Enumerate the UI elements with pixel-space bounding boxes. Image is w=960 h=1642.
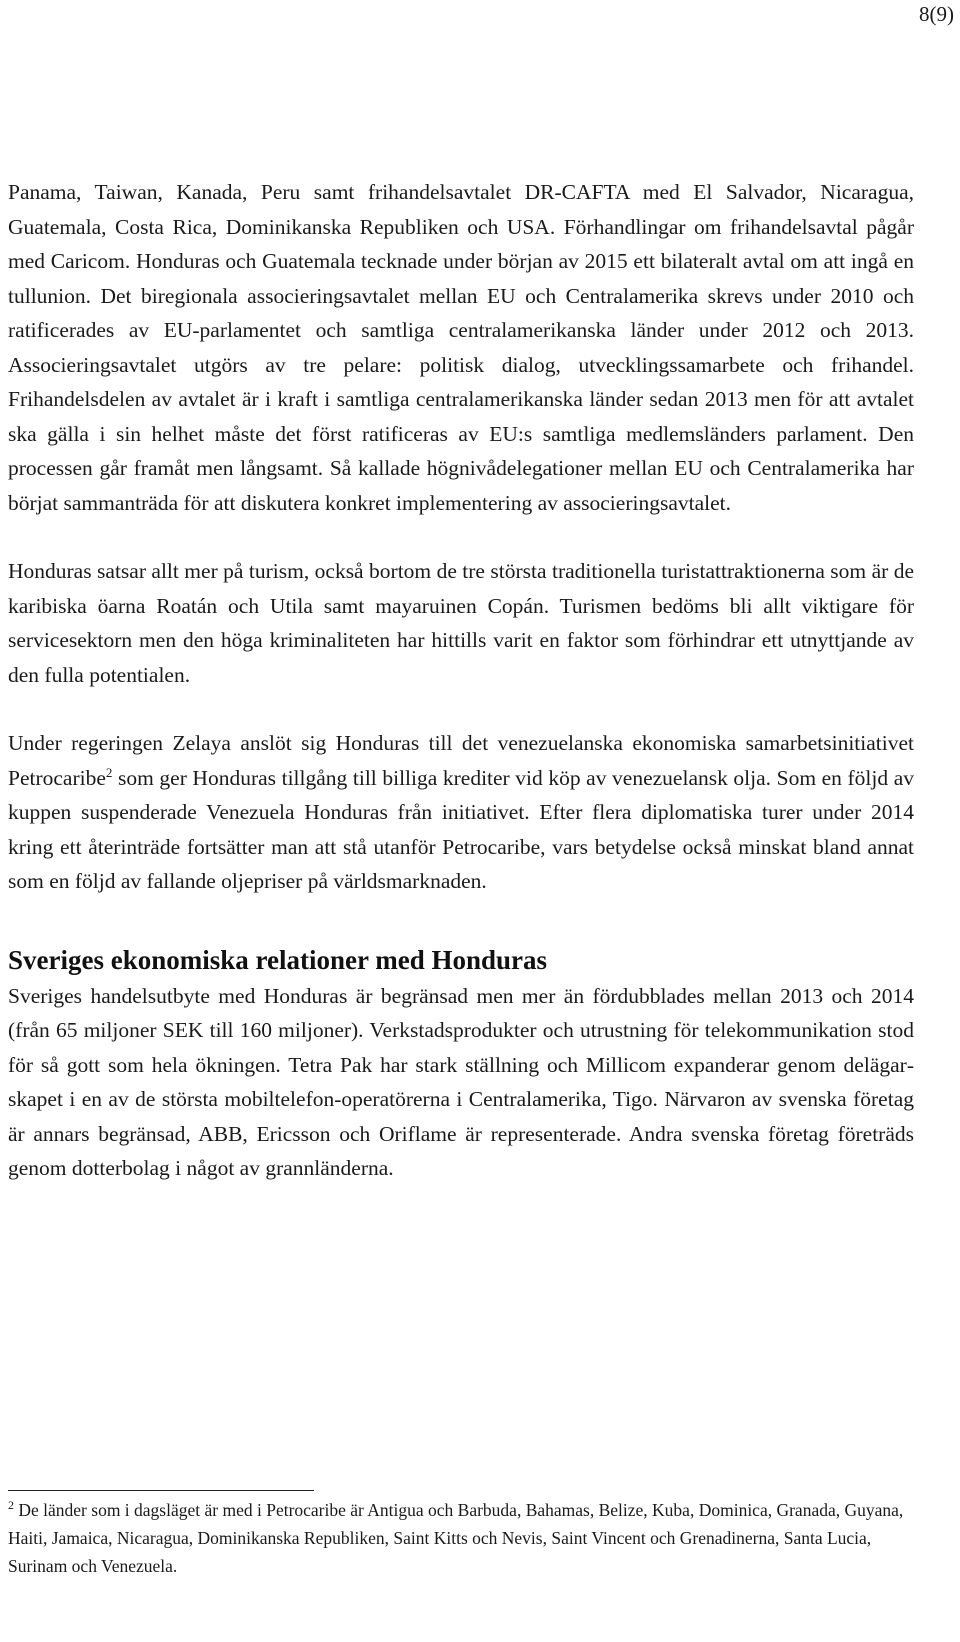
- footnote-marker: 2: [8, 1498, 14, 1513]
- paragraph-petrocaribe-text-start: Under regeringen Zelaya anslöt sig Honduras till det venezuelanska ekonomiska samarbetsinitiativet Petrocaribe: [8, 731, 914, 790]
- paragraph-petrocaribe: [8, 726, 914, 899]
- paragraph-petrocaribe-text-end: som ger Honduras tillgång till billiga krediter vid köp av venezuelansk olja. Som en följd av kuppen suspenderade Venezuela Honduras från initiativet. Efter flera diplomatiska turer under 2014 kring ett återinträde fortsätter man att stå utanför Petrocaribe, vars betydelse också minskat bland annat som en följd av fallande oljepriser på världsmarknaden.: [8, 765, 914, 893]
- footnote-reference[interactable]: 2: [105, 764, 113, 780]
- paragraph-spacer: [8, 692, 914, 726]
- document-body: [8, 175, 914, 1186]
- section-spacer: [8, 899, 914, 941]
- footnote-separator: [8, 1490, 314, 1491]
- footnote: [8, 1496, 914, 1580]
- page-number: 8(9): [919, 2, 954, 26]
- paragraph-spacer: [8, 520, 914, 554]
- paragraph-tourism: Honduras satsar allt mer på turism, också bortom de tre största traditionella turistattraktionerna som är de karibiska öarna Roatán och Utila samt mayaruinen Copán. Turismen bedöms bli allt viktigare för servicesektorn men den höga kriminaliteten har hittills varit en faktor som förhindrar ett utnyttjande av den fulla potentialen.: [8, 559, 914, 687]
- paragraph-trade-agreements: Panama, Taiwan, Kanada, Peru samt frihandelsavtalet DR-CAFTA med El Salvador, Nicaragua, Guatemala, Costa Rica, Dominikanska Republiken och USA. Förhandlingar om frihandelsavtal pågår med Caricom. Honduras och Guatemala tecknade under början av 2015 ett bilateralt avtal om att ingå en tullunion. Det biregionala associeringsavtalet mellan EU och Centralamerika skrevs under 2010 och ratificerades av EU-parlamentet och samtliga centralamerikanska länder under 2012 och 2013. Associeringsavtalet utgörs av tre pelare: politisk dialog, utvecklingssamarbete och frihandel. Frihandelsdelen av avtalet är i kraft i samtliga centralamerikanska länder sedan 2013 men för att avtalet ska gälla i sin helhet måste det först ratificeras av EU:s samtliga medlemsländers parlament. Den processen går framåt men långsamt. Så kallade högnivådelegationer mellan EU och Centralamerika har börjat sammanträda för att diskutera konkret implementering av associeringsavtalet.: [8, 180, 914, 515]
- section-heading: Sveriges ekonomiska relationer med Honduras: [8, 944, 548, 975]
- paragraph-swedish-relations: Sveriges handelsutbyte med Honduras är begränsad men mer än fördubblades mellan 2013 och 2014 (från 65 miljoner SEK till 160 miljoner). Verkstadsprodukter och utrustning för telekommunikation stod för så gott som hela ökningen. Tetra Pak har stark ställning och Millicom expanderar genom delägarskapet i en av de största mobiltelefon-operatörerna i Centralamerika, Tigo. Närvaron av svenska företag är annars begränsad, ABB, Ericsson och Oriflame är representerade. Andra svenska företag företräds genom dotterbolag i något av grannländerna.: [8, 983, 914, 1180]
- footnote-text: De länder som i dagsläget är med i Petrocaribe är Antigua och Barbuda, Bahamas, Belize, Kuba, Dominica, Granada, Guyana, Haiti, Jamaica, Nicaragua, Dominikanska Republiken, Saint Kitts och Nevis, Saint Vincent och Grenadinerna, Santa Lucia, Surinam och Venezuela.: [8, 1500, 904, 1576]
